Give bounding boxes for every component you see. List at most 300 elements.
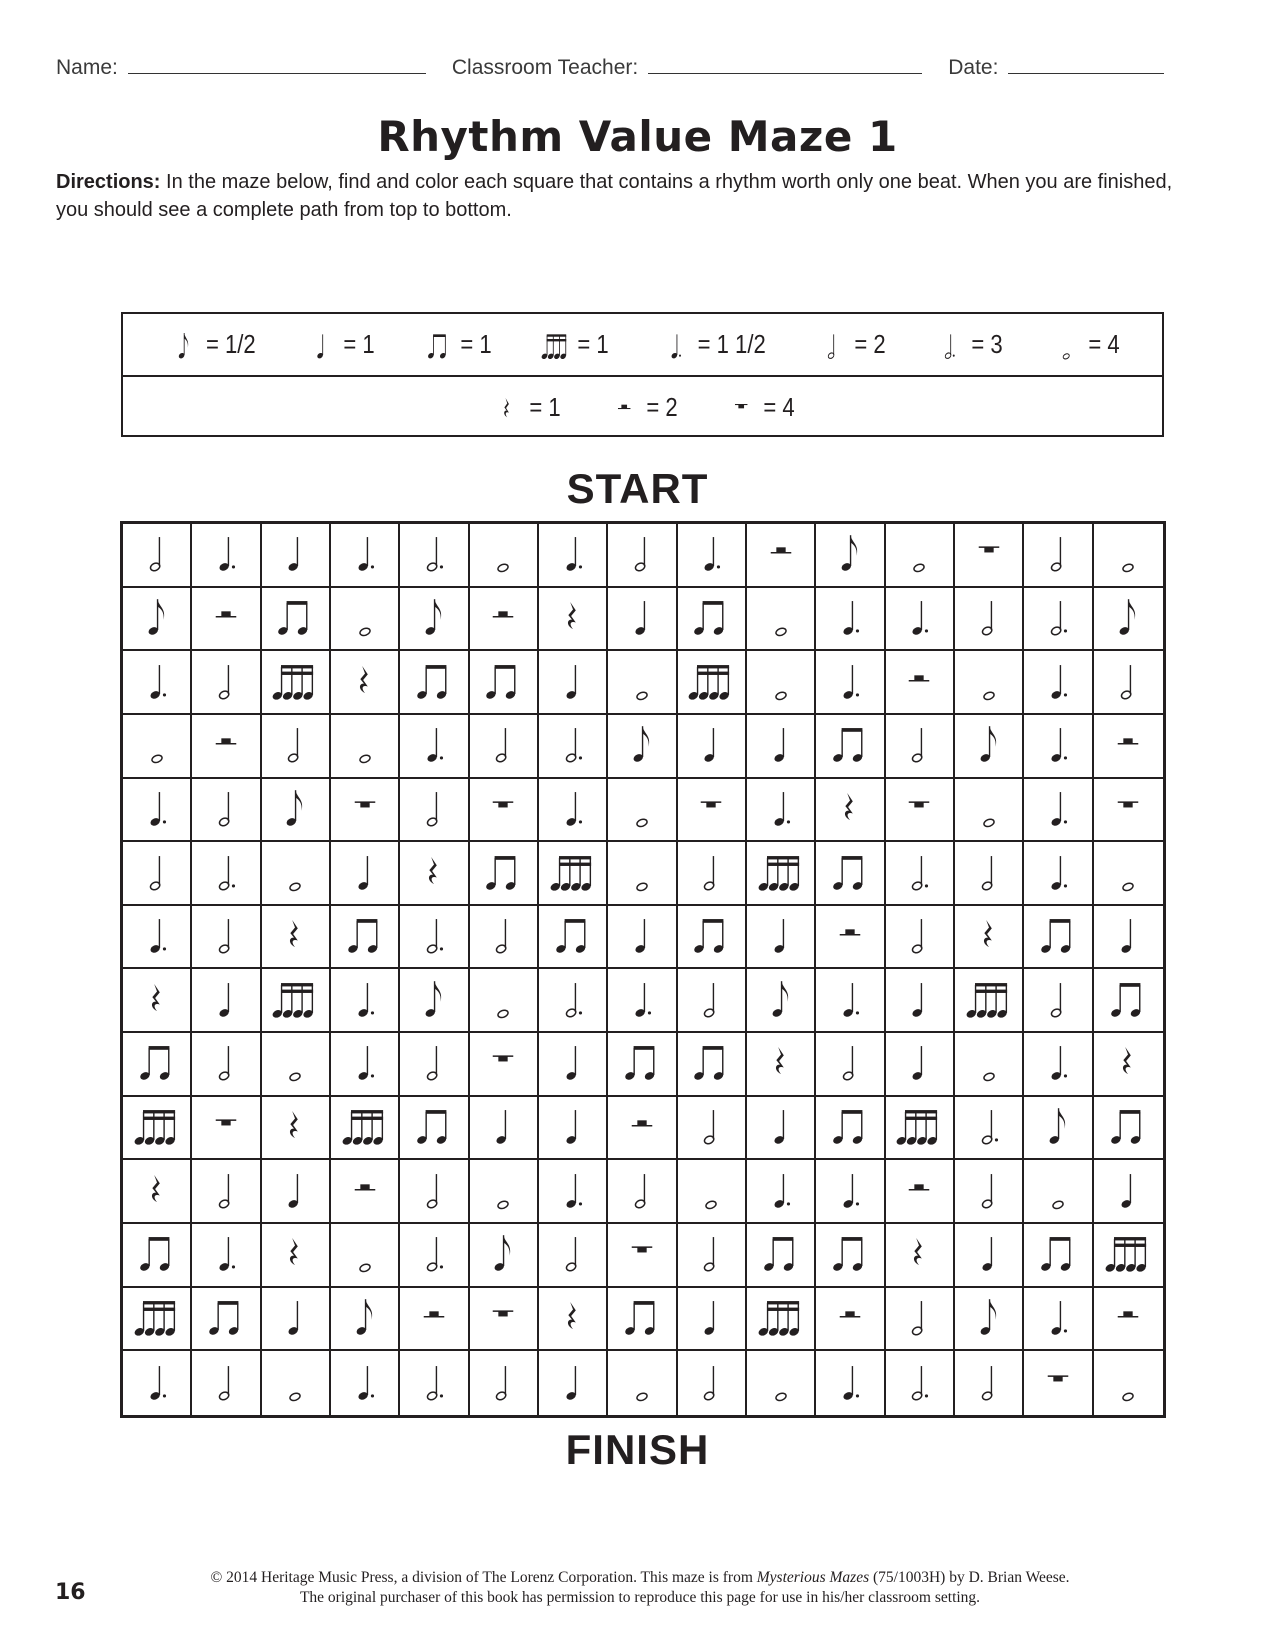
dotted-half-icon [891,1353,947,1414]
half-icon [1030,970,1086,1031]
maze-cell[interactable] [608,524,677,588]
maze-cell[interactable] [747,842,816,906]
two-eighths-icon [406,1097,462,1158]
maze-cell[interactable] [192,779,261,843]
whole-icon [614,1353,670,1414]
maze-cell[interactable] [539,1224,608,1288]
maze-cell[interactable] [400,1224,469,1288]
key-item-whole-rest [724,388,794,428]
maze-cell[interactable] [747,1097,816,1161]
maze-cell[interactable] [747,969,816,1033]
maze-cell[interactable] [678,588,747,652]
maze-cell[interactable] [678,1033,747,1097]
maze-cell[interactable] [400,524,469,588]
teacher-field[interactable] [648,53,922,74]
four-sixteenths-icon [545,843,601,904]
maze-cell[interactable] [1024,588,1093,652]
maze-cell[interactable] [192,906,261,970]
date-field[interactable] [1008,53,1164,74]
maze-cell[interactable] [331,906,400,970]
maze-cell[interactable] [678,1160,747,1224]
maze-cell[interactable] [400,651,469,715]
maze-cell[interactable] [886,906,955,970]
dotted-half-icon [545,970,601,1031]
maze-cell[interactable] [886,651,955,715]
maze-cell[interactable] [886,842,955,906]
maze-cell[interactable] [470,588,539,652]
four-sixteenths-icon [961,970,1017,1031]
whole-icon [1030,1161,1086,1222]
dotted-quarter-icon [129,906,185,967]
quarter-rest-icon [129,1161,185,1222]
maze-cell[interactable] [608,1351,677,1415]
maze-cell[interactable] [539,524,608,588]
maze-cell[interactable] [470,651,539,715]
maze-cell[interactable] [400,779,469,843]
maze-cell[interactable] [192,1033,261,1097]
maze-cell[interactable] [262,715,331,779]
maze-cell[interactable] [608,588,677,652]
maze-cell[interactable] [955,906,1024,970]
maze-cell[interactable] [400,1160,469,1224]
half-rest-icon [406,1288,462,1349]
maze-cell[interactable] [955,969,1024,1033]
key-value: = 3 [971,329,1003,359]
quarter-icon [891,1033,947,1094]
maze-cell[interactable] [608,906,677,970]
four-sixteenths-icon [538,325,572,365]
page-title: Rhythm Value Maze 1 [377,112,898,161]
maze-cell[interactable] [470,524,539,588]
dotted-half-icon [891,843,947,904]
maze-cell[interactable] [678,906,747,970]
maze-cell[interactable] [470,969,539,1033]
maze-cell[interactable] [331,842,400,906]
maze-cell[interactable] [1024,1224,1093,1288]
maze-cell[interactable] [470,1160,539,1224]
maze-cell[interactable] [886,1224,955,1288]
quarter-icon [683,1288,739,1349]
maze-cell[interactable] [816,1224,885,1288]
maze-cell[interactable] [886,969,955,1033]
maze-cell[interactable] [1094,715,1163,779]
eighth-icon [337,1288,393,1349]
maze-cell[interactable] [331,651,400,715]
whole-rest-icon [475,1288,531,1349]
maze-cell[interactable] [1024,779,1093,843]
maze-cell[interactable] [608,1288,677,1352]
half-icon [198,1161,254,1222]
maze-cell[interactable] [470,1288,539,1352]
maze-cell[interactable] [955,588,1024,652]
maze-cell[interactable] [1024,1288,1093,1352]
maze-cell[interactable] [678,1351,747,1415]
maze-cell[interactable] [678,651,747,715]
maze-cell[interactable] [678,969,747,1033]
maze-cell[interactable] [955,779,1024,843]
maze-cell[interactable] [955,1224,1024,1288]
maze-cell[interactable] [1094,651,1163,715]
maze-cell[interactable] [1094,842,1163,906]
maze-cell[interactable] [816,906,885,970]
half-icon [683,843,739,904]
maze-cell[interactable] [192,1160,261,1224]
quarter-rest-icon [337,652,393,713]
maze-cell[interactable] [470,1033,539,1097]
maze-cell[interactable] [816,842,885,906]
two-eighths-icon [129,1224,185,1285]
maze-cell[interactable] [955,842,1024,906]
maze-cell[interactable] [1024,1097,1093,1161]
maze-cell[interactable] [886,1033,955,1097]
maze-cell[interactable] [747,524,816,588]
dotted-half-icon [198,843,254,904]
maze-cell[interactable] [955,1097,1024,1161]
maze-cell[interactable] [192,1351,261,1415]
maze-cell[interactable] [678,1288,747,1352]
dotted-half-icon [961,1097,1017,1158]
two-eighths-icon [614,1288,670,1349]
maze-cell[interactable] [608,969,677,1033]
maze-cell[interactable] [816,779,885,843]
key-value: = 1 [529,392,561,422]
maze-cell[interactable] [747,1224,816,1288]
maze-cell[interactable] [539,651,608,715]
maze-cell[interactable] [816,969,885,1033]
half-rest-icon [614,1097,670,1158]
page-number: 16 [55,1580,86,1605]
maze-cell[interactable] [886,588,955,652]
maze-cell[interactable] [1024,651,1093,715]
dotted-quarter-icon [822,1353,878,1414]
maze-cell[interactable] [331,969,400,1033]
maze-cell[interactable] [1024,1160,1093,1224]
maze-cell[interactable] [400,1033,469,1097]
maze-cell[interactable] [400,842,469,906]
maze-cell[interactable] [123,969,192,1033]
maze-cell[interactable] [816,1160,885,1224]
maze-cell[interactable] [886,524,955,588]
maze-cell[interactable] [123,1351,192,1415]
dotted-quarter-icon [129,779,185,840]
quarter-icon [545,652,601,713]
four-sixteenths-icon [753,1288,809,1349]
maze-cell[interactable] [470,779,539,843]
maze-cell[interactable] [608,651,677,715]
half-icon [406,1033,462,1094]
two-eighths-icon [683,906,739,967]
whole-rest-icon [683,779,739,840]
maze-cell[interactable] [331,715,400,779]
maze-cell[interactable] [470,906,539,970]
maze-cell[interactable] [123,1224,192,1288]
maze-cell[interactable] [1024,969,1093,1033]
two-eighths-icon [198,1288,254,1349]
maze-cell[interactable] [1094,1033,1163,1097]
maze-cell[interactable] [1094,779,1163,843]
maze-cell[interactable] [608,779,677,843]
quarter-rest-icon [267,906,323,967]
maze-cell[interactable] [192,1224,261,1288]
dotted-quarter-icon [822,1161,878,1222]
maze-cell[interactable] [192,588,261,652]
dotted-quarter-icon [1030,652,1086,713]
maze-cell[interactable] [816,1351,885,1415]
maze-cell[interactable] [747,779,816,843]
maze-cell[interactable] [400,906,469,970]
dotted-half-icon [406,524,462,585]
maze-cell[interactable] [1094,1160,1163,1224]
footer-line-1 [140,1568,1140,1588]
maze-cell[interactable] [747,906,816,970]
maze-cell[interactable] [539,715,608,779]
maze-cell[interactable] [955,1288,1024,1352]
maze-cell[interactable] [1024,1351,1093,1415]
maze-cell[interactable] [608,1097,677,1161]
maze-cell[interactable] [1024,524,1093,588]
maze-cell[interactable] [400,969,469,1033]
maze-cell[interactable] [1024,715,1093,779]
two-eighths-icon [1100,1097,1156,1158]
maze-cell[interactable] [262,969,331,1033]
key-value: = 4 [1087,329,1120,359]
maze-cell[interactable] [747,651,816,715]
maze-cell[interactable] [123,588,192,652]
maze-cell[interactable] [123,906,192,970]
maze-cell[interactable] [955,1351,1024,1415]
maze-cell[interactable] [955,1160,1024,1224]
half-icon [614,1161,670,1222]
whole-icon [961,779,1017,840]
maze-cell[interactable] [123,524,192,588]
maze-cell[interactable] [747,1351,816,1415]
maze-cell[interactable] [886,1288,955,1352]
maze-cell[interactable] [1094,1351,1163,1415]
maze-cell[interactable] [539,1097,608,1161]
maze-cell[interactable] [1094,1288,1163,1352]
quarter-rest-icon [490,388,524,428]
maze-cell[interactable] [262,906,331,970]
maze-cell[interactable] [470,1351,539,1415]
maze-cell[interactable] [1094,1097,1163,1161]
maze-cell[interactable] [955,651,1024,715]
maze-cell[interactable] [192,651,261,715]
quarter-icon [614,588,670,649]
maze-cell[interactable] [331,1351,400,1415]
maze-cell[interactable] [747,1160,816,1224]
maze-cell[interactable] [539,969,608,1033]
maze-cell[interactable] [192,524,261,588]
maze-cell[interactable] [331,1288,400,1352]
maze-cell[interactable] [1094,969,1163,1033]
half-icon [198,652,254,713]
dotted-quarter-icon [1030,1288,1086,1349]
maze-cell[interactable] [678,524,747,588]
maze-cell[interactable] [608,715,677,779]
maze-cell[interactable] [262,842,331,906]
maze-cell[interactable] [470,1224,539,1288]
maze-cell[interactable] [331,779,400,843]
whole-icon [753,1353,809,1414]
maze-cell[interactable] [400,1097,469,1161]
maze-cell[interactable] [262,588,331,652]
maze-cell[interactable] [123,1033,192,1097]
maze-cell[interactable] [262,524,331,588]
maze-cell[interactable] [192,1097,261,1161]
eighth-icon [1100,588,1156,649]
finish-label: FINISH [565,1426,710,1473]
maze-cell[interactable] [123,715,192,779]
maze-cell[interactable] [262,1097,331,1161]
maze-cell[interactable] [886,1097,955,1161]
maze-cell[interactable] [747,1033,816,1097]
half-icon [891,1288,947,1349]
quarter-icon [961,1224,1017,1285]
maze-cell[interactable] [816,715,885,779]
dotted-half-icon [406,1224,462,1285]
maze-cell[interactable] [470,1097,539,1161]
dotted-quarter-icon [337,524,393,585]
maze-cell[interactable] [886,715,955,779]
whole-rest-icon [1100,779,1156,840]
maze-cell[interactable] [192,1288,261,1352]
maze-cell[interactable] [123,1160,192,1224]
eighth-icon [406,970,462,1031]
maze-cell[interactable] [1094,1224,1163,1288]
maze-cell[interactable] [1024,842,1093,906]
quarter-rest-icon [267,1097,323,1158]
half-rest-icon [891,1161,947,1222]
maze-cell[interactable] [192,842,261,906]
whole-icon [753,588,809,649]
maze-cell[interactable] [678,1097,747,1161]
maze-cell[interactable] [262,1288,331,1352]
maze-cell[interactable] [331,1097,400,1161]
maze-cell[interactable] [539,779,608,843]
whole-rest-icon [475,1033,531,1094]
maze-cell[interactable] [1024,906,1093,970]
maze-cell[interactable] [747,715,816,779]
maze-cell[interactable] [470,715,539,779]
maze-cell[interactable] [955,524,1024,588]
maze-cell[interactable] [400,588,469,652]
whole-rest-icon [475,779,531,840]
maze-cell[interactable] [608,1033,677,1097]
maze-cell[interactable] [400,1351,469,1415]
maze-cell[interactable] [816,1097,885,1161]
half-icon [683,1353,739,1414]
maze-cell[interactable] [678,779,747,843]
maze-cell[interactable] [608,1224,677,1288]
maze-cell[interactable] [400,1288,469,1352]
maze-cell[interactable] [539,1288,608,1352]
whole-icon [267,1033,323,1094]
maze-cell[interactable] [678,715,747,779]
maze-cell[interactable] [331,588,400,652]
maze-cell[interactable] [608,842,677,906]
maze-cell[interactable] [1094,524,1163,588]
maze-cell[interactable] [1024,1033,1093,1097]
maze-cell[interactable] [539,1351,608,1415]
maze-cell[interactable] [262,1160,331,1224]
maze-cell[interactable] [331,524,400,588]
maze-cell[interactable] [262,779,331,843]
maze-cell[interactable] [955,1033,1024,1097]
half-icon [475,1353,531,1414]
maze-cell[interactable] [331,1224,400,1288]
maze-cell[interactable] [192,969,261,1033]
maze-cell[interactable] [608,1160,677,1224]
maze-cell[interactable] [678,1224,747,1288]
maze-cell[interactable] [539,1033,608,1097]
dotted-quarter-icon [545,524,601,585]
half-icon [198,779,254,840]
maze-cell[interactable] [470,842,539,906]
maze-cell[interactable] [262,1224,331,1288]
maze-cell[interactable] [747,588,816,652]
two-eighths-icon [822,715,878,776]
maze-cell[interactable] [678,842,747,906]
quarter-icon [545,1353,601,1414]
maze-cell[interactable] [539,842,608,906]
maze-cell[interactable] [262,1033,331,1097]
maze-cell[interactable] [123,651,192,715]
maze-cell[interactable] [539,588,608,652]
maze-cell[interactable] [886,1351,955,1415]
dotted-quarter-icon [1030,843,1086,904]
maze-cell[interactable] [955,715,1024,779]
quarter-icon [267,1161,323,1222]
half-rest-icon [753,524,809,585]
key-rests-row [123,375,1162,438]
maze-cell[interactable] [331,1160,400,1224]
dotted-quarter-icon [753,779,809,840]
maze-cell[interactable] [539,906,608,970]
dotted-half-icon [932,325,966,365]
maze-cell[interactable] [262,1351,331,1415]
maze-cell[interactable] [262,651,331,715]
maze-cell[interactable] [123,779,192,843]
maze-cell[interactable] [816,1288,885,1352]
name-field[interactable] [128,53,426,74]
quarter-rest-icon [267,1224,323,1285]
maze-cell[interactable] [816,651,885,715]
start-label: START [566,465,709,512]
maze-cell[interactable] [192,715,261,779]
key-value: = 1/2 [206,329,257,359]
key-item-whole [1049,325,1119,365]
maze-cell[interactable] [123,1288,192,1352]
dotted-half-icon [1030,588,1086,649]
maze-cell[interactable] [123,1097,192,1161]
maze-cell[interactable] [331,1033,400,1097]
dotted-quarter-icon [129,1353,185,1414]
maze-cell[interactable] [1094,588,1163,652]
maze-cell[interactable] [123,842,192,906]
maze-cell[interactable] [747,1288,816,1352]
maze-cell[interactable] [400,715,469,779]
whole-icon [267,1353,323,1414]
maze-cell[interactable] [886,1160,955,1224]
maze-cell[interactable] [886,779,955,843]
maze-cell[interactable] [1094,906,1163,970]
maze-cell[interactable] [816,1033,885,1097]
maze-cell[interactable] [816,588,885,652]
maze-cell[interactable] [539,1160,608,1224]
maze-cell[interactable] [816,524,885,588]
quarter-rest-icon [822,779,878,840]
dotted-quarter-icon [822,652,878,713]
